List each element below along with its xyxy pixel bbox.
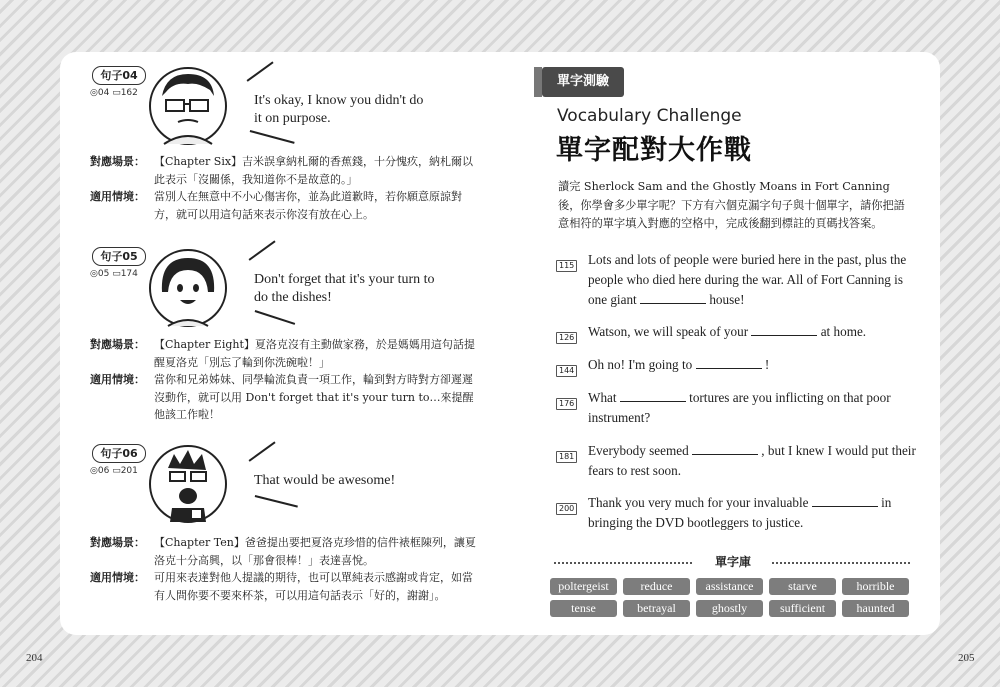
sentence-tag: 句子04 <box>92 66 146 85</box>
word-bank-title: 單字庫 <box>714 555 751 569</box>
book-page-icon: ▭ <box>112 466 121 476</box>
bubble-tail-line <box>249 441 276 461</box>
question-text-after: in bringing the DVD bootleggers to justice. <box>588 495 892 530</box>
scene-text: 【Chapter Six】吉米誤拿納札爾的香蕉錢，十分愧疚，納札爾以此表示「沒關係，我知道你不是故意的。」 <box>154 155 474 186</box>
title-chinese: 單字配對大作戰 <box>556 135 752 166</box>
question-text-before: Everybody seemed <box>588 443 689 458</box>
sentence-refs <box>90 269 138 279</box>
right-page <box>500 52 940 635</box>
word-bank-header <box>550 552 914 572</box>
page-ref: 162 <box>120 88 138 98</box>
word-chip[interactable]: reduce <box>623 578 690 595</box>
bubble-tail-line <box>255 495 298 507</box>
audio-track-icon: ◎ <box>90 466 98 476</box>
sentence-tag: 句子06 <box>92 444 146 463</box>
question-text-after: tortures are you inflicting on that poor instrument? <box>588 390 891 425</box>
page-ref-badge: 115 <box>556 260 577 272</box>
question-text-before: Oh no! I'm going to <box>588 357 693 372</box>
usage-text: 當你和兄弟姊妹、同學輪流負責一項工作，輪到對方時對方卻遲遲沒動作，就可以用 Don't forget that it's your turn to…來提醒他該工作啦！ <box>154 373 474 421</box>
word-chip[interactable]: poltergeist <box>550 578 617 595</box>
question-item <box>556 355 916 375</box>
page-number-right: 205 <box>958 652 975 664</box>
answer-blank[interactable] <box>812 494 878 507</box>
sentence-refs <box>90 466 138 476</box>
question-item <box>556 441 916 481</box>
page-ref: 201 <box>120 466 138 476</box>
answer-blank[interactable] <box>751 323 817 336</box>
book-page-icon: ▭ <box>112 88 121 98</box>
divider <box>772 562 910 564</box>
question-text-after: house! <box>709 292 745 307</box>
sentence-refs <box>90 88 138 98</box>
word-chip[interactable]: betrayal <box>623 600 690 617</box>
question-item <box>556 322 916 342</box>
answer-blank[interactable] <box>620 389 686 402</box>
divider <box>554 562 692 564</box>
scene-text: 【Chapter Eight】夏洛克沒有主動做家務，於是媽媽用這句話提醒夏洛克「別忘了輪到你洗碗啦！」 <box>154 338 475 369</box>
audio-track-icon: ◎ <box>90 269 98 279</box>
word-chip[interactable]: assistance <box>696 578 763 595</box>
speech-bubble-text: Don't forget that it's your turn to do the dishes! <box>254 272 435 305</box>
question-text-before: Watson, we will speak of your <box>588 324 749 339</box>
page-ref-badge: 181 <box>556 451 577 463</box>
bubble-tail-line <box>250 130 295 143</box>
question-text-before: What <box>588 390 617 405</box>
usage-label: 適用情境： <box>90 373 145 386</box>
answer-blank[interactable] <box>640 291 706 304</box>
book-page-icon: ▭ <box>112 269 121 279</box>
page-ref-badge: 200 <box>556 503 577 515</box>
sentence-description <box>90 534 480 604</box>
usage-label: 適用情境： <box>90 190 145 203</box>
word-chip[interactable]: sufficient <box>769 600 836 617</box>
sentence-description <box>90 153 480 223</box>
page-ref: 174 <box>120 269 138 279</box>
intro-paragraph: 讀完 Sherlock Sam and the Ghostly Moans in Fort Canning 後，你學會多少單字呢？下方有六個克漏字句子與十個單字，請你把語意相符的單字填入對應的空格中，完成後翻到標註的頁碼找答案。 <box>558 180 905 230</box>
word-chip[interactable]: tense <box>550 600 617 617</box>
scene-label: 對應場景： <box>90 155 145 168</box>
answer-blank[interactable] <box>692 442 758 455</box>
page-number-left: 204 <box>26 652 43 664</box>
speech-bubble-text: That would be awesome! <box>254 473 396 488</box>
track-number: 05 <box>97 269 110 279</box>
page-ref-badge: 126 <box>556 332 577 344</box>
page-ref-badge: 176 <box>556 398 577 410</box>
sentence-tag: 句子05 <box>92 247 146 266</box>
avatar-jimmy-illustration <box>148 66 228 146</box>
left-page <box>60 52 500 635</box>
word-chip[interactable]: haunted <box>842 600 909 617</box>
word-bank <box>550 578 914 617</box>
question-item <box>556 388 916 428</box>
question-item <box>556 250 916 310</box>
scene-text: 【Chapter Ten】爸爸提出要把夏洛克珍惜的信件裱框陳列，讓夏洛克十分高興，以「那會很棒！」表達喜悅。 <box>154 536 476 567</box>
question-text-before: Lots and lots of people were buried here in the past, plus the people who died here during the war. All of Fort Canning is one giant <box>588 252 907 307</box>
question-text-after: at home. <box>820 324 867 339</box>
page-ref-badge: 144 <box>556 365 577 377</box>
bubble-tail-line <box>247 61 274 81</box>
answer-blank[interactable] <box>696 356 762 369</box>
usage-text: 可用來表達對他人提議的期待，也可以單純表示感謝或肯定，如當有人問你要不要來杯茶，可以用這句話表示「好的，謝謝」。 <box>154 571 473 602</box>
avatar-mother-illustration <box>148 248 228 328</box>
track-number: 06 <box>97 466 110 476</box>
question-text-after: ! <box>764 357 770 372</box>
title-english: Vocabulary Challenge <box>557 106 742 126</box>
speech-bubble-text: It's okay, I know you didn't do it on purpose. <box>254 93 424 126</box>
word-chip[interactable]: ghostly <box>696 600 763 617</box>
audio-track-icon: ◎ <box>90 88 98 98</box>
track-number: 04 <box>97 88 110 98</box>
bubble-tail-line <box>249 240 276 260</box>
question-text-after: , but I knew I would put their fears to rest soon. <box>588 443 916 478</box>
usage-text: 當別人在無意中不小心傷害你，並為此道歉時，若你願意原諒對方，就可以用這句話來表示你沒有放在心上。 <box>154 190 462 221</box>
avatar-father-illustration <box>148 444 228 524</box>
section-tag: 單字測驗 <box>542 67 624 97</box>
word-chip[interactable]: starve <box>769 578 836 595</box>
scene-label: 對應場景： <box>90 536 145 549</box>
word-chip[interactable]: horrible <box>842 578 909 595</box>
usage-label: 適用情境： <box>90 571 145 584</box>
bubble-tail-line <box>255 310 295 324</box>
scene-label: 對應場景： <box>90 338 145 351</box>
sentence-description <box>90 336 480 424</box>
question-item <box>556 493 916 533</box>
question-text-before: Thank you very much for your invaluable <box>588 495 809 510</box>
